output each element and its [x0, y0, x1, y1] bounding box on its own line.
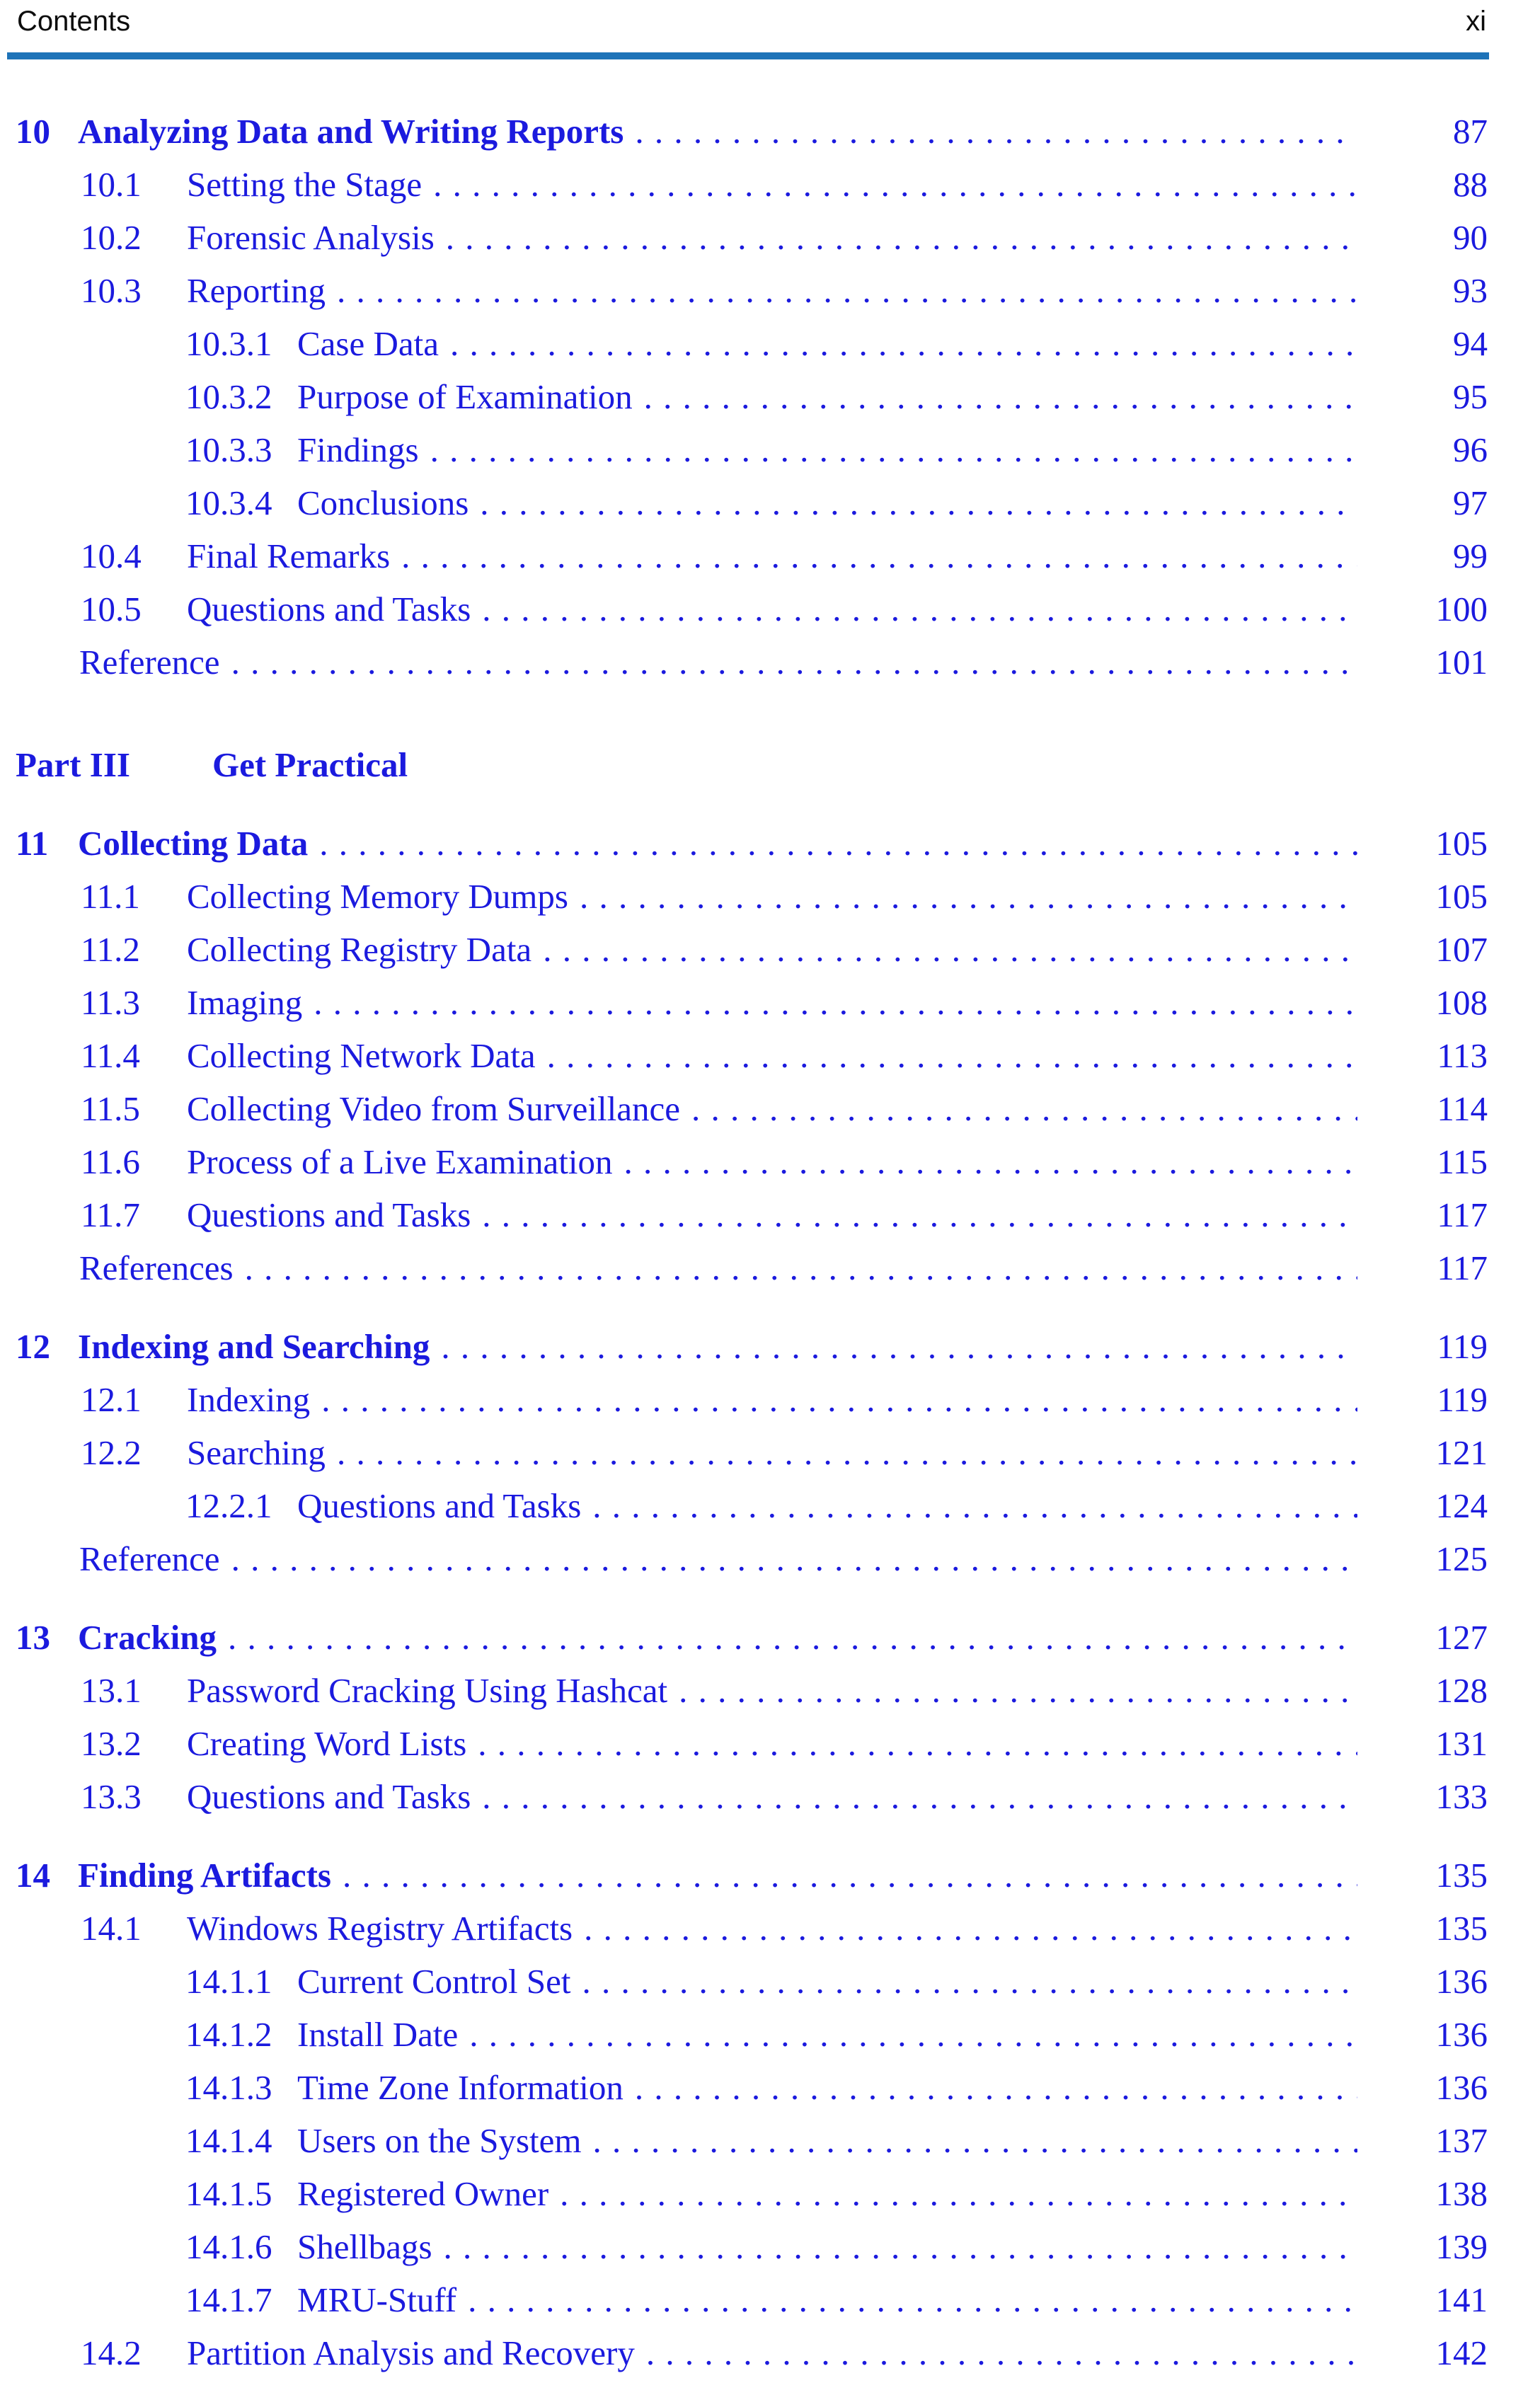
- toc-entry-page: 131: [1435, 1724, 1488, 1763]
- toc-entry[interactable]: [185, 2061, 1488, 2114]
- dot-leader: [482, 582, 1357, 636]
- toc-entry[interactable]: [81, 2326, 1488, 2379]
- toc-entry-title: Collecting Network Data: [187, 1036, 536, 1075]
- toc-entry-title: Questions and Tasks: [187, 590, 471, 628]
- toc-entry-page: 87: [1453, 112, 1488, 151]
- toc-entry-page: 94: [1453, 324, 1488, 363]
- dot-leader: [582, 1955, 1357, 2008]
- toc-entry-number: 11.6: [81, 1142, 140, 1181]
- toc-entry-number: 13: [16, 1618, 50, 1657]
- toc-entry[interactable]: [81, 1664, 1488, 1717]
- toc-entry-page: 138: [1435, 2174, 1488, 2213]
- toc-entry[interactable]: [81, 1082, 1488, 1135]
- toc-entry-title: Windows Registry Artifacts: [187, 1909, 573, 1948]
- toc-entry[interactable]: [81, 1135, 1488, 1188]
- dot-leader: [245, 1241, 1357, 1294]
- toc-entry-page: 105: [1435, 824, 1488, 863]
- toc-entry-page: 105: [1435, 877, 1488, 916]
- toc-entry[interactable]: [81, 1029, 1488, 1082]
- toc-entry[interactable]: [185, 2220, 1488, 2273]
- toc-entry-title: Get Practical: [212, 745, 408, 784]
- toc-entry-title: Reference: [79, 643, 220, 682]
- toc-entry[interactable]: [16, 817, 1488, 870]
- toc-entry-page: 108: [1435, 983, 1488, 1022]
- toc-entry-page: 101: [1435, 643, 1488, 682]
- dot-leader: [446, 211, 1357, 264]
- dot-leader: [314, 976, 1357, 1029]
- toc-entry-number: 11: [16, 824, 49, 863]
- toc-entry-title: Collecting Video from Surveillance: [187, 1089, 680, 1128]
- toc-entry-title: Process of a Live Examination: [187, 1142, 613, 1181]
- toc-entry-page: 117: [1437, 1248, 1488, 1287]
- dot-leader: [593, 2114, 1358, 2167]
- toc-entry-page: 95: [1453, 377, 1488, 416]
- toc-entry-number: 14.1.5: [185, 2174, 272, 2213]
- toc-entry-page: 136: [1435, 2015, 1488, 2054]
- toc-entry-number: 13.2: [81, 1724, 142, 1763]
- toc-entry-page: 125: [1435, 1539, 1488, 1578]
- toc-entry-number: 14.1.6: [185, 2227, 272, 2266]
- toc-entry-title: Creating Word Lists: [187, 1724, 467, 1763]
- toc-entry[interactable]: [81, 264, 1488, 317]
- dot-leader: [441, 1320, 1357, 1373]
- dot-leader: [337, 1426, 1357, 1479]
- toc-entry-number: 10.5: [81, 590, 142, 628]
- toc-entry[interactable]: [81, 1373, 1488, 1426]
- toc-entry[interactable]: [81, 582, 1488, 636]
- toc-entry-title: Current Control Set: [297, 1962, 571, 2001]
- toc-entry-title: Final Remarks: [187, 536, 391, 575]
- running-head: [0, 0, 1540, 38]
- toc-entry[interactable]: [81, 1902, 1488, 1955]
- toc-entry[interactable]: [16, 1320, 1488, 1373]
- dot-leader: [468, 2273, 1357, 2326]
- toc-entry[interactable]: [185, 476, 1488, 529]
- toc-entry[interactable]: [81, 1188, 1488, 1241]
- toc-entry-title: Conclusions: [297, 483, 469, 522]
- toc-entry-number: 11.7: [81, 1195, 140, 1234]
- toc-entry[interactable]: [81, 529, 1488, 582]
- toc-entry-number: 14.2: [81, 2333, 142, 2372]
- toc-entry-page: 99: [1453, 536, 1488, 575]
- toc-entry[interactable]: [185, 317, 1488, 370]
- toc-entry-page: 137: [1435, 2121, 1488, 2160]
- toc-entry-title: Partition Analysis and Recovery: [187, 2333, 635, 2372]
- running-head-page-number: xi: [1466, 6, 1486, 37]
- dot-leader: [560, 2167, 1357, 2220]
- toc-entry-page: 114: [1437, 1089, 1488, 1128]
- toc-entry[interactable]: [81, 1426, 1488, 1479]
- toc-entry-number: 10.3.2: [185, 377, 272, 416]
- toc-entry-page: 100: [1435, 590, 1488, 628]
- toc-entry-page: 113: [1437, 1036, 1488, 1075]
- dot-leader: [482, 1188, 1357, 1241]
- toc-entry-page: 107: [1435, 930, 1488, 969]
- dot-leader: [469, 2008, 1357, 2061]
- toc-entry-number: 10.3.4: [185, 483, 272, 522]
- toc-entry[interactable]: [16, 1611, 1488, 1664]
- toc-entry-page: 97: [1453, 483, 1488, 522]
- dot-leader: [543, 923, 1357, 976]
- toc-entry[interactable]: [16, 105, 1488, 158]
- toc-entry-number: 10.4: [81, 536, 142, 575]
- toc-entry-title: Findings: [297, 430, 419, 469]
- dot-leader: [337, 264, 1357, 317]
- dot-leader: [343, 1849, 1357, 1902]
- toc-entry-number: 10.3.1: [185, 324, 272, 363]
- toc-entry[interactable]: [81, 158, 1488, 211]
- toc-entry-number: 11.2: [81, 930, 140, 969]
- toc-entry[interactable]: [185, 370, 1488, 423]
- toc-entry-page: 93: [1453, 271, 1488, 310]
- toc-entry-number: 14: [16, 1856, 50, 1895]
- toc-entry-page: 141: [1435, 2280, 1488, 2319]
- toc-entry-number: 10.2: [81, 218, 142, 257]
- toc-entry-number: 11.4: [81, 1036, 140, 1075]
- toc-entry-page: 119: [1437, 1327, 1488, 1366]
- running-head-title: Contents: [17, 6, 131, 37]
- toc-entry-page: 135: [1435, 1856, 1488, 1895]
- dot-leader: [592, 1479, 1357, 1532]
- toc-entry[interactable]: [81, 1717, 1488, 1770]
- toc-entry[interactable]: [81, 211, 1488, 264]
- toc-entry-page: 136: [1435, 1962, 1488, 2001]
- dot-leader: [433, 158, 1357, 211]
- dot-leader: [635, 105, 1357, 158]
- toc-entry-title: Registered Owner: [297, 2174, 549, 2213]
- toc-entry-number: 11.1: [81, 877, 140, 916]
- toc-entry-title: Install Date: [297, 2015, 459, 2054]
- toc-entry-page: 142: [1435, 2333, 1488, 2372]
- toc-entry[interactable]: [16, 1849, 1488, 1902]
- dot-leader: [450, 317, 1357, 370]
- toc-entry-page: 115: [1437, 1142, 1488, 1181]
- toc-entry-page: 121: [1435, 1433, 1488, 1472]
- toc-entry-number: 11.3: [81, 983, 140, 1022]
- toc-entry-page: 128: [1435, 1671, 1488, 1710]
- toc-part-heading[interactable]: [16, 738, 1488, 791]
- dot-leader: [584, 1902, 1357, 1955]
- toc-entry-title: Questions and Tasks: [187, 1195, 471, 1234]
- toc-entry-page: 96: [1453, 430, 1488, 469]
- dot-leader: [547, 1029, 1357, 1082]
- page-header: [0, 0, 1540, 59]
- dot-leader: [646, 2326, 1357, 2379]
- toc-entry-number: 13.3: [81, 1777, 142, 1816]
- toc-entry-number: 12: [16, 1327, 50, 1366]
- toc-entry-title: Case Data: [297, 324, 439, 363]
- toc-entry-page: 88: [1453, 165, 1488, 204]
- toc-entry-title: Cracking: [78, 1618, 217, 1657]
- toc-entry[interactable]: [81, 1770, 1488, 1823]
- toc-entry-title: Setting the Stage: [187, 165, 423, 204]
- toc-entry-title: Indexing and Searching: [78, 1327, 430, 1366]
- toc-entry-title: Forensic Analysis: [187, 218, 435, 257]
- toc-entry-title: Reporting: [187, 271, 326, 310]
- toc-entry[interactable]: [185, 1955, 1488, 2008]
- toc-entry-page: 136: [1435, 2068, 1488, 2107]
- toc-entry-number: 10: [16, 112, 50, 151]
- toc-entry-number: 12.1: [81, 1380, 142, 1419]
- toc-entry-title: Analyzing Data and Writing Reports: [78, 112, 624, 151]
- toc-entry-title: Time Zone Information: [297, 2068, 624, 2107]
- dot-leader: [231, 636, 1357, 689]
- toc-entry-title: Questions and Tasks: [187, 1777, 471, 1816]
- toc-entry[interactable]: [81, 923, 1488, 976]
- toc-entry-number: 13.1: [81, 1671, 142, 1710]
- toc-entry-number: 14.1.7: [185, 2280, 272, 2319]
- dot-leader: [691, 1082, 1357, 1135]
- dot-leader: [482, 1770, 1357, 1823]
- toc-entry-page: 90: [1453, 218, 1488, 257]
- dot-leader: [401, 529, 1357, 582]
- toc-entry[interactable]: [185, 2273, 1488, 2326]
- toc-entry[interactable]: [185, 2114, 1488, 2167]
- toc-entry-title: Users on the System: [297, 2121, 582, 2160]
- toc-entry-title: References: [79, 1248, 234, 1287]
- toc-entry-title: Indexing: [187, 1380, 311, 1419]
- toc-entry-title: Purpose of Examination: [297, 377, 633, 416]
- dot-leader: [635, 2061, 1357, 2114]
- toc-entry[interactable]: [81, 870, 1488, 923]
- toc-entry-page: 133: [1435, 1777, 1488, 1816]
- toc-entry[interactable]: [185, 1479, 1488, 1532]
- toc-entry-title: Collecting Memory Dumps: [187, 877, 568, 916]
- toc-entry-page: 119: [1437, 1380, 1488, 1419]
- toc-entry-number: 10.3.3: [185, 430, 272, 469]
- toc-entry-title: Finding Artifacts: [78, 1856, 331, 1895]
- toc-entry-page: 117: [1437, 1195, 1488, 1234]
- toc-entry[interactable]: [81, 976, 1488, 1029]
- dot-leader: [444, 2220, 1357, 2273]
- dot-leader: [478, 1717, 1357, 1770]
- toc-entry-number: 14.1.3: [185, 2068, 272, 2107]
- toc-list: [0, 59, 1540, 2379]
- toc-entry-title: Collecting Registry Data: [187, 930, 532, 969]
- toc-entry-number: 10.1: [81, 165, 142, 204]
- toc-entry-page: 127: [1435, 1618, 1488, 1657]
- toc-entry[interactable]: [79, 636, 1488, 689]
- dot-leader: [319, 817, 1357, 870]
- dot-leader: [231, 1532, 1357, 1585]
- toc-entry-number: 14.1.1: [185, 1962, 272, 2001]
- toc-entry-title: Shellbags: [297, 2227, 432, 2266]
- toc-entry-number: 11.5: [81, 1089, 140, 1128]
- toc-entry-page: 139: [1435, 2227, 1488, 2266]
- header-rule: [7, 52, 1489, 59]
- toc-entry-title: MRU-Stuff: [297, 2280, 457, 2319]
- toc-entry-number: 12.2.1: [185, 1486, 272, 1525]
- toc-entry-title: Password Cracking Using Hashcat: [187, 1671, 668, 1710]
- toc-entry-number: 14.1.4: [185, 2121, 272, 2160]
- toc-entry[interactable]: [185, 2008, 1488, 2061]
- dot-leader: [624, 1135, 1357, 1188]
- toc-entry-title: Imaging: [187, 983, 303, 1022]
- toc-entry[interactable]: [185, 423, 1488, 476]
- dot-leader: [430, 423, 1357, 476]
- dot-leader: [644, 370, 1357, 423]
- toc-entry[interactable]: [79, 1241, 1488, 1294]
- dot-leader: [321, 1373, 1357, 1426]
- dot-leader: [679, 1664, 1357, 1717]
- dot-leader: [480, 476, 1357, 529]
- toc-entry[interactable]: [79, 1532, 1488, 1585]
- toc-entry-title: Collecting Data: [78, 824, 309, 863]
- toc-entry-title: Questions and Tasks: [297, 1486, 582, 1525]
- toc-entry-title: Reference: [79, 1539, 220, 1578]
- dot-leader: [228, 1611, 1357, 1664]
- toc-entry-number: 14.1: [81, 1909, 142, 1948]
- toc-entry-number: 14.1.2: [185, 2015, 272, 2054]
- toc-entry-title: Searching: [187, 1433, 326, 1472]
- toc-entry-number: 12.2: [81, 1433, 142, 1472]
- toc-entry[interactable]: [185, 2167, 1488, 2220]
- toc-entry-number: 10.3: [81, 271, 142, 310]
- toc-entry-number: Part III: [16, 745, 130, 784]
- dot-leader: [580, 870, 1357, 923]
- toc-entry-page: 124: [1435, 1486, 1488, 1525]
- toc-entry-page: 135: [1435, 1909, 1488, 1948]
